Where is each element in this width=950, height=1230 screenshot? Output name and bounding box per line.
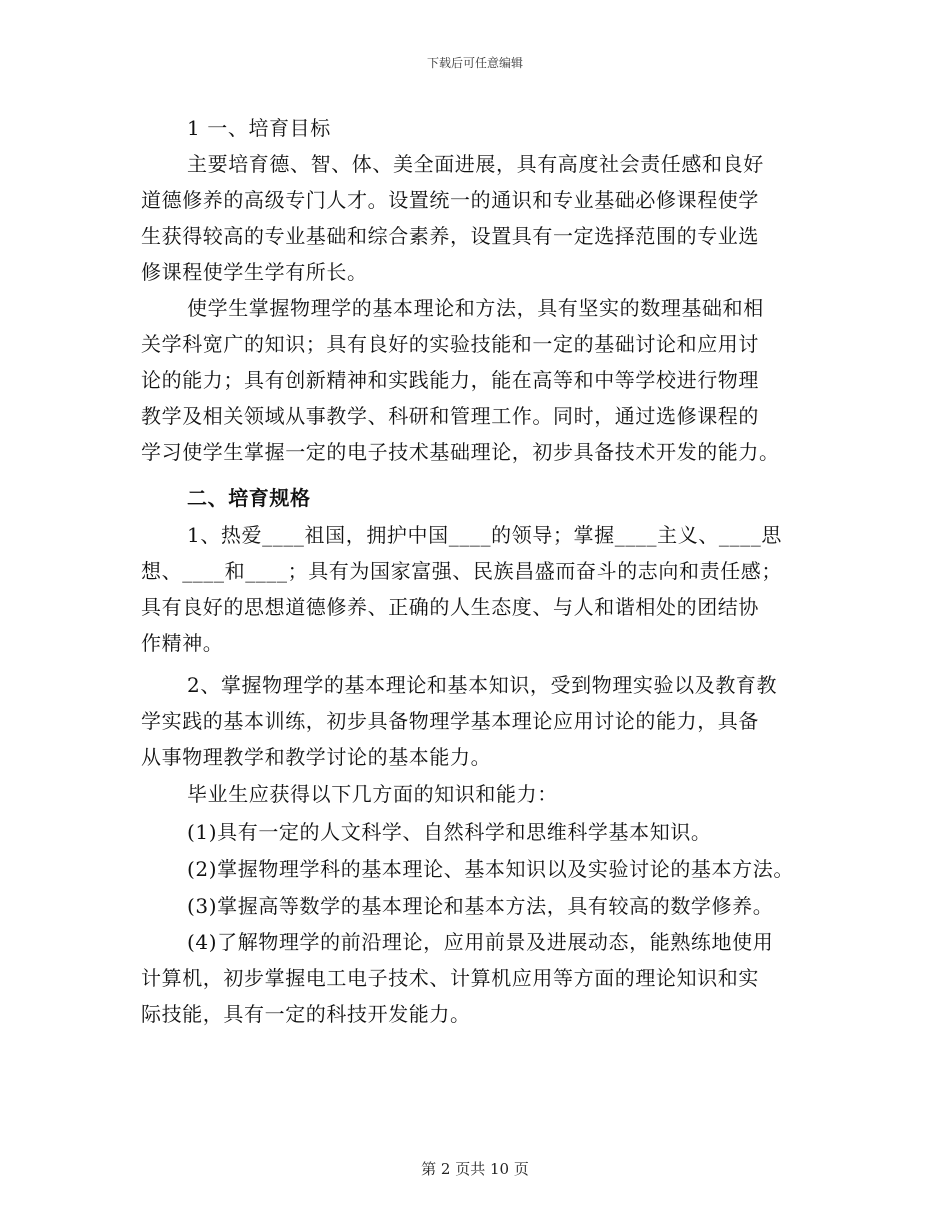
list-item-line: 作精神。 bbox=[141, 631, 224, 655]
paragraph-line: 教学及相关领域从事教学、科研和管理工作。同时，通过选修课程的 bbox=[141, 404, 759, 428]
paragraph-line: 关学科宽广的知识；具有良好的实验技能和一定的基础讨论和应用讨 bbox=[141, 332, 759, 356]
paragraph-line: 修课程使学生学有所长。 bbox=[141, 260, 368, 284]
paragraph-line: 使学生掌握物理学的基本理论和方法，具有坚实的数理基础和相 bbox=[187, 296, 764, 320]
paragraph-line: 道德修养的高级专门人才。设置统一的通识和专业基础必修课程使学 bbox=[141, 188, 759, 212]
paragraph-line: 生获得较高的专业基础和综合素养，设置具有一定选择范围的专业选 bbox=[141, 224, 759, 248]
list-item-line: (1)具有一定的人文科学、自然科学和思维科学基本知识。 bbox=[187, 820, 712, 844]
list-item-line: 1、热爱____祖国，拥护中国____的领导；掌握____主义、____思 bbox=[187, 523, 782, 547]
paragraph-line: 学习使学生掌握一定的电子技术基础理论，初步具备技术开发的能力。 bbox=[141, 440, 780, 464]
section-heading-objectives: 1 一、培育目标 bbox=[187, 116, 331, 140]
list-item-line: 计算机，初步掌握电工电子技术、计算机应用等方面的理论知识和实 bbox=[141, 966, 759, 990]
list-item-line: 想、____和____；具有为国家富强、民族昌盛而奋斗的志向和责任感； bbox=[141, 559, 782, 583]
list-item-line: (3)掌握高等数学的基本理论和基本方法，具有较高的数学修养。 bbox=[187, 894, 774, 918]
list-item-line: (2)掌握物理学科的基本理论、基本知识以及实验讨论的基本方法。 bbox=[187, 857, 794, 881]
paragraph-line: 毕业生应获得以下几方面的知识和能力： bbox=[187, 782, 558, 806]
list-item-line: 2、掌握物理学的基本理论和基本知识，受到物理实验以及教育教 bbox=[187, 673, 778, 697]
list-item-line: (4)了解物理学的前沿理论，应用前景及进展动态，能熟练地使用 bbox=[187, 930, 774, 954]
page-header: 下载后可任意编辑 bbox=[426, 56, 523, 70]
list-item-line: 学实践的基本训练，初步具备物理学基本理论应用讨论的能力，具备 bbox=[141, 709, 759, 733]
list-item-line: 际技能，具有一定的科技开发能力。 bbox=[141, 1002, 471, 1026]
paragraph-line: 主要培育德、智、体、美全面进展，具有高度社会责任感和良好 bbox=[187, 152, 764, 176]
page-number-footer: 第 2 页共 10 页 bbox=[421, 1160, 529, 1178]
list-item-line: 从事物理教学和教学讨论的基本能力。 bbox=[141, 745, 492, 769]
list-item-line: 具有良好的思想道德修养、正确的人生态度、与人和谐相处的团结协 bbox=[141, 595, 759, 619]
section-heading-specifications: 二、培育规格 bbox=[187, 486, 311, 510]
paragraph-line: 论的能力；具有创新精神和实践能力，能在高等和中等学校进行物理 bbox=[141, 368, 759, 392]
